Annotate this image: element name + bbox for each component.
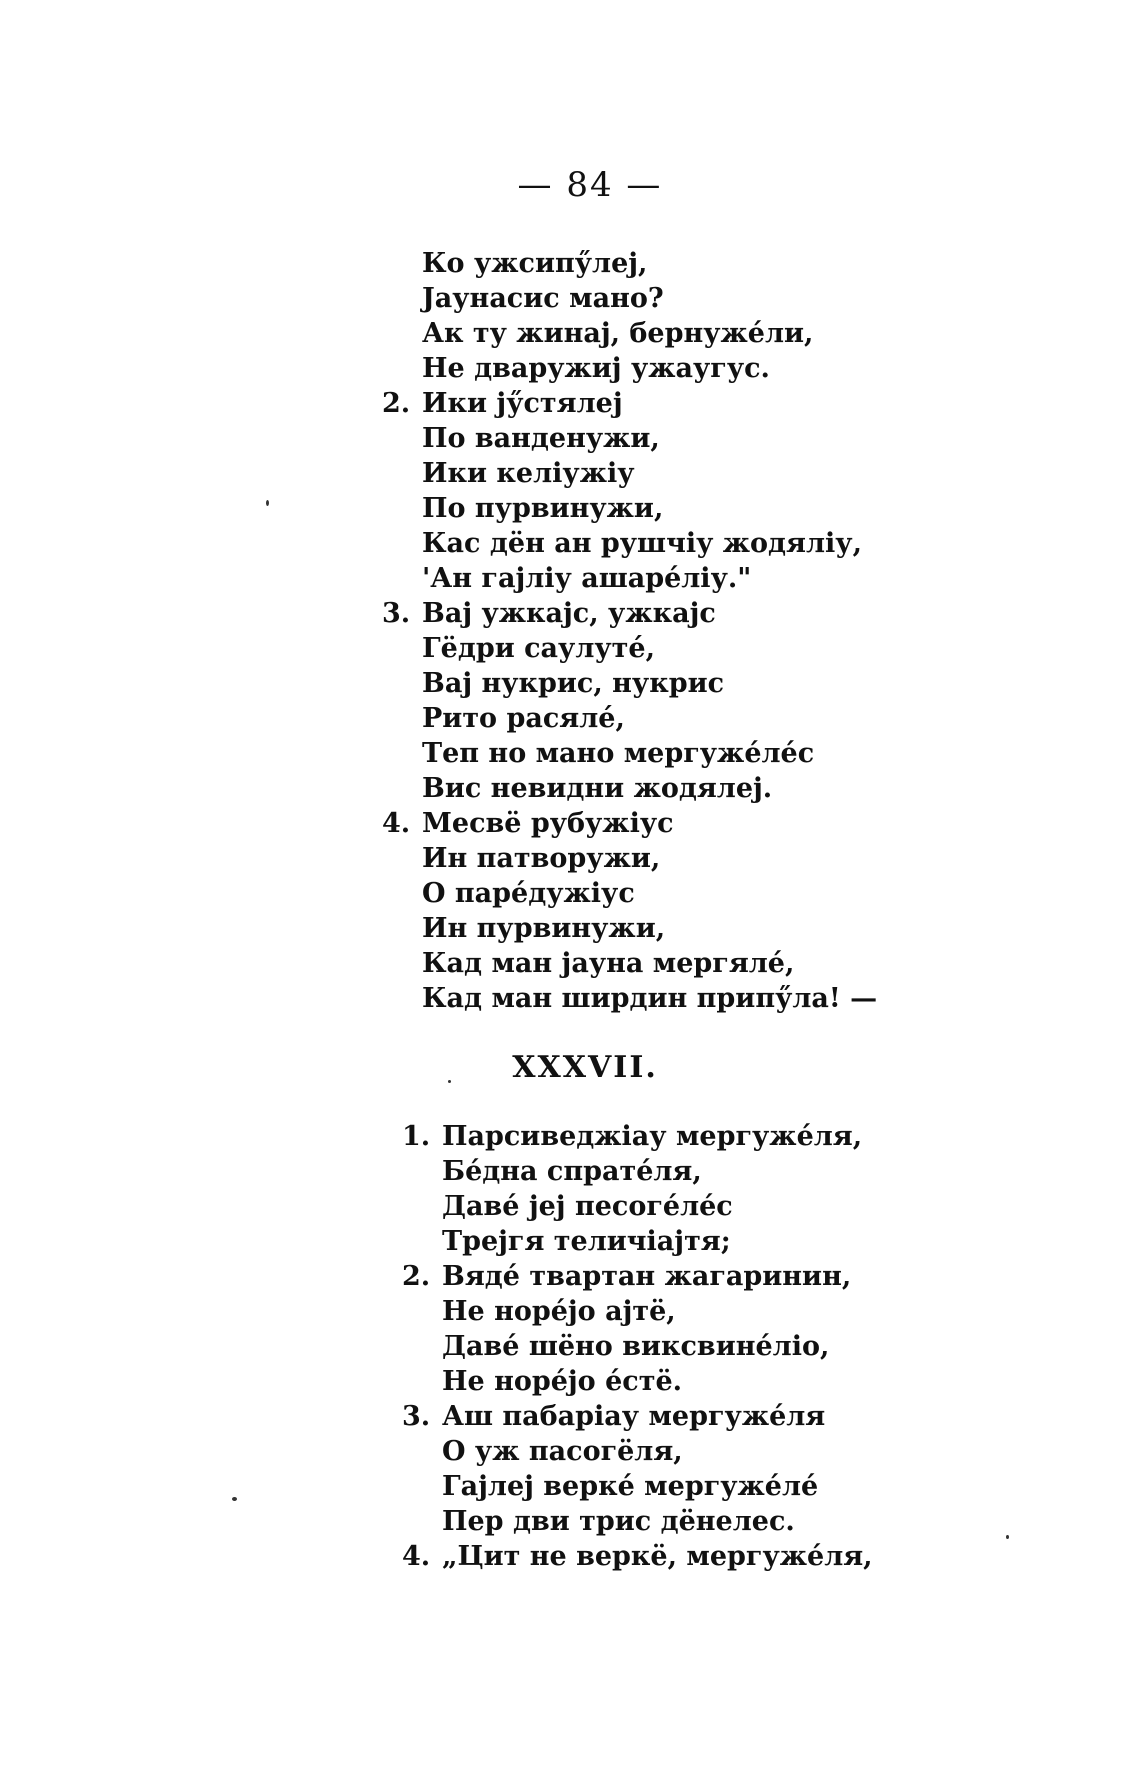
verse-line <box>422 491 877 526</box>
verse-text: Кад ман ширдин припӳла! — <box>422 983 878 1014</box>
verse-line <box>422 666 877 701</box>
verse-line <box>422 526 877 561</box>
verse-text: Вај нукрис, нукрис <box>422 668 725 699</box>
verse-line <box>422 841 877 876</box>
verse-line <box>422 876 877 911</box>
verse-text: Ин пурвинужи, <box>422 913 666 944</box>
verse-text: Кас дён ан рушчіу жодяліу, <box>422 528 862 559</box>
verse-line <box>442 1504 873 1539</box>
stanza-number: 2. <box>402 1261 431 1292</box>
verse-line <box>442 1154 873 1189</box>
verse-text: О парéдужіус <box>422 878 635 909</box>
verse-line <box>442 1294 873 1329</box>
verse-text: Парсиведжіау мергужéля, <box>442 1121 863 1152</box>
verse-line <box>442 1189 873 1224</box>
verse-text: Трејгя теличіајтя; <box>442 1226 731 1257</box>
stanza-number: 4. <box>382 808 411 839</box>
stanza-number: 1. <box>402 1121 431 1152</box>
verse-text: Бéдна спратéля, <box>442 1156 702 1187</box>
stanza-number: 3. <box>382 598 411 629</box>
verse-line <box>402 1399 873 1434</box>
verse-line <box>422 561 877 596</box>
verse-text: Ин патворужи, <box>422 843 661 874</box>
print-speck <box>266 500 269 506</box>
verse-line <box>422 631 877 666</box>
verse-line <box>422 456 877 491</box>
verse-text: Вај ужкајс, ужкајс <box>422 598 716 629</box>
verse-line <box>422 246 877 281</box>
verse-text: „Цит не веркё, мергужéля, <box>442 1541 873 1572</box>
verse-text: Давé јеј песогéлéс <box>442 1191 733 1222</box>
verse-line <box>422 771 877 806</box>
verse-text: Теп но мано мергужéлéс <box>422 738 815 769</box>
verse-text: Вис невидни жодялеј. <box>422 773 773 804</box>
verse-line <box>422 946 877 981</box>
verse-line <box>382 806 877 841</box>
verse-line <box>422 911 877 946</box>
verse-line <box>422 981 877 1016</box>
verse-line <box>442 1434 873 1469</box>
verse-text: Вядé твартан жагаринин, <box>442 1261 852 1292</box>
stanza-number: 4. <box>402 1541 431 1572</box>
verse-line <box>422 701 877 736</box>
verse-line <box>402 1119 873 1154</box>
section-heading: XXXVII. <box>512 1050 658 1085</box>
verse-line <box>382 596 877 631</box>
verse-text: Ики келіужіу <box>422 458 635 489</box>
print-speck <box>1006 1535 1009 1539</box>
verse-text: Не норéјо ајтё, <box>442 1296 676 1327</box>
verse-line <box>442 1224 873 1259</box>
verse-text: Кад ман јауна мергялé, <box>422 948 795 979</box>
verse-text: По ванденужи, <box>422 423 660 454</box>
verse-text: Рито расяле́, <box>422 703 625 734</box>
verse-text: Гёдри саулуте́, <box>422 633 655 664</box>
verse-line <box>422 421 877 456</box>
verse-text: Не дваружиј ужаугус. <box>422 353 770 384</box>
page-number: — 84 — <box>517 165 663 205</box>
stanza-number: 3. <box>402 1401 431 1432</box>
verse-text: Ко ужсипӳлej, <box>422 248 648 279</box>
verse-text: Гајлеј веркé мергужéлé <box>442 1471 819 1502</box>
verse-text: Ики јӳстялеј <box>422 388 623 419</box>
verse-text: Аш пабаріау мергужéля <box>442 1401 826 1432</box>
verse-line <box>402 1259 873 1294</box>
poem-stanzas-top <box>382 246 878 1016</box>
verse-text: Пер дви трис дёнелес. <box>442 1506 795 1537</box>
verse-text: О уж пасогёля, <box>442 1436 683 1467</box>
verse-line <box>422 351 877 386</box>
verse-text: Месвё рубужіус <box>422 808 674 839</box>
poem-stanzas-bottom <box>402 1119 873 1574</box>
verse-line <box>442 1364 873 1399</box>
verse-text: 'Ан гајліу ашарéліу." <box>422 563 752 594</box>
print-speck <box>448 1080 451 1083</box>
verse-text: Не норéјо éстё. <box>442 1366 683 1397</box>
verse-text: Јаунасис мано? <box>422 283 664 314</box>
verse-line <box>442 1469 873 1504</box>
verse-line <box>422 281 877 316</box>
stanza-number: 2. <box>382 388 411 419</box>
verse-line <box>402 1539 873 1574</box>
verse-line <box>382 386 877 421</box>
verse-text: Ак ту жинај, бернужéли, <box>422 318 814 349</box>
verse-line <box>422 736 877 771</box>
verse-text: По пурвинужи, <box>422 493 664 524</box>
verse-line <box>442 1329 873 1364</box>
verse-line <box>422 316 877 351</box>
print-speck <box>232 1497 237 1501</box>
verse-text: Давé шёно виксвинéліо, <box>442 1331 830 1362</box>
